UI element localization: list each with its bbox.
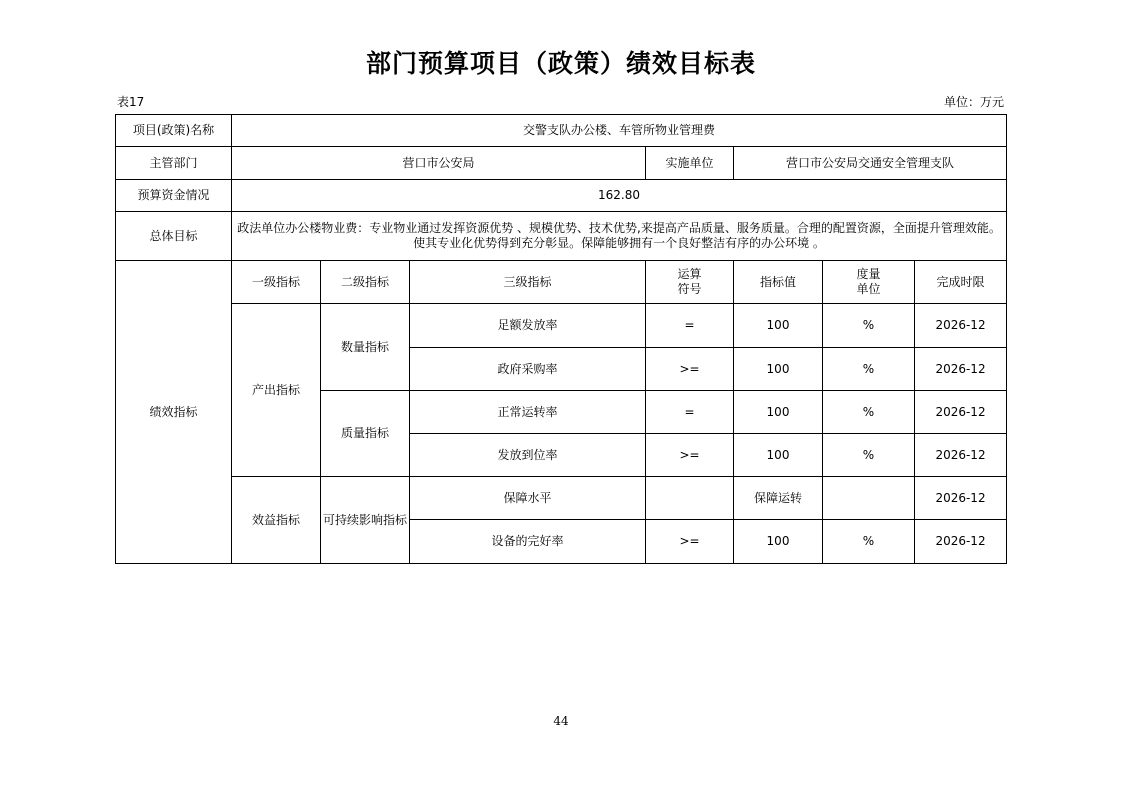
- row-value: 保障运转: [734, 477, 823, 520]
- row-deadline: 2026-12: [915, 391, 1007, 434]
- row-name: 设备的完好率: [410, 520, 646, 564]
- perf-label: 绩效指标: [116, 261, 232, 564]
- unit-label: 单位：万元: [943, 95, 1004, 109]
- row-deadline: 2026-12: [915, 348, 1007, 391]
- table-row: [116, 304, 1007, 348]
- row-deadline: 2026-12: [915, 434, 1007, 477]
- benefit-group: 效益指标: [232, 477, 321, 564]
- page-number: 44: [553, 714, 569, 728]
- page-title: 部门预算项目（政策）绩效目标表: [365, 49, 756, 78]
- project-name-label: 项目(政策)名称: [116, 115, 232, 147]
- row-unit: %: [823, 348, 915, 391]
- row-name: 足额发放率: [410, 304, 646, 348]
- row-name: 政府采购率: [410, 348, 646, 391]
- quality-group: 质量指标: [321, 391, 410, 477]
- dept-label: 主管部门: [116, 147, 232, 180]
- project-name-row: [116, 115, 1007, 147]
- row-unit: %: [823, 304, 915, 348]
- department-row: [116, 147, 1007, 180]
- level1-header: 一级指标: [232, 261, 321, 304]
- performance-target-table: [115, 114, 1007, 564]
- budget-label: 预算资金情况: [116, 180, 232, 212]
- project-name-value: 交警支队办公楼、车管所物业管理费: [232, 115, 1007, 147]
- sustain-group: 可持续影响指标: [321, 477, 410, 564]
- row-name: 发放到位率: [410, 434, 646, 477]
- operator-header-line2: 符号: [677, 282, 702, 296]
- row-value: 100: [734, 391, 823, 434]
- table-number: 表17: [117, 95, 145, 109]
- budget-row: [116, 180, 1007, 212]
- operator-header: [646, 261, 734, 304]
- row-operator: =: [646, 304, 734, 348]
- goal-row: [116, 212, 1007, 261]
- quantity-group: 数量指标: [321, 304, 410, 391]
- impl-unit-label: 实施单位: [646, 147, 734, 180]
- target-header: 指标值: [734, 261, 823, 304]
- row-deadline: 2026-12: [915, 477, 1007, 520]
- row-value: 100: [734, 520, 823, 564]
- table-row: [116, 477, 1007, 520]
- dept-value: 营口市公安局: [232, 147, 646, 180]
- goal-value: 政法单位办公楼物业费：专业物业通过发挥资源优势 、规模优势、技术优势,来提高产品质量、服务质量。合理的配置资源，全面提升管理效能。使其专业化优势得到充分彰显。保障能够拥有一个良好整洁有序的办公环境 。: [232, 212, 1007, 261]
- row-value: 100: [734, 348, 823, 391]
- row-operator: >=: [646, 348, 734, 391]
- row-name: 保障水平: [410, 477, 646, 520]
- row-unit: %: [823, 391, 915, 434]
- row-unit: [823, 477, 915, 520]
- unit-header: [823, 261, 915, 304]
- row-operator: =: [646, 391, 734, 434]
- row-unit: %: [823, 434, 915, 477]
- row-deadline: 2026-12: [915, 304, 1007, 348]
- row-value: 100: [734, 434, 823, 477]
- indicator-header-row: [116, 261, 1007, 304]
- deadline-header: 完成时限: [915, 261, 1007, 304]
- budget-value: 162.80: [232, 180, 1007, 212]
- row-name: 正常运转率: [410, 391, 646, 434]
- row-deadline: 2026-12: [915, 520, 1007, 564]
- row-unit: %: [823, 520, 915, 564]
- impl-unit-value: 营口市公安局交通安全管理支队: [734, 147, 1007, 180]
- operator-header-line1: 运算: [677, 267, 702, 281]
- unit-header-line1: 度量: [856, 267, 881, 281]
- row-operator: >=: [646, 434, 734, 477]
- unit-header-line2: 单位: [856, 282, 881, 296]
- goal-label: 总体目标: [116, 212, 232, 261]
- level3-header: 三级指标: [410, 261, 646, 304]
- row-operator: [646, 477, 734, 520]
- row-value: 100: [734, 304, 823, 348]
- row-operator: >=: [646, 520, 734, 564]
- output-group: 产出指标: [232, 304, 321, 477]
- level2-header: 二级指标: [321, 261, 410, 304]
